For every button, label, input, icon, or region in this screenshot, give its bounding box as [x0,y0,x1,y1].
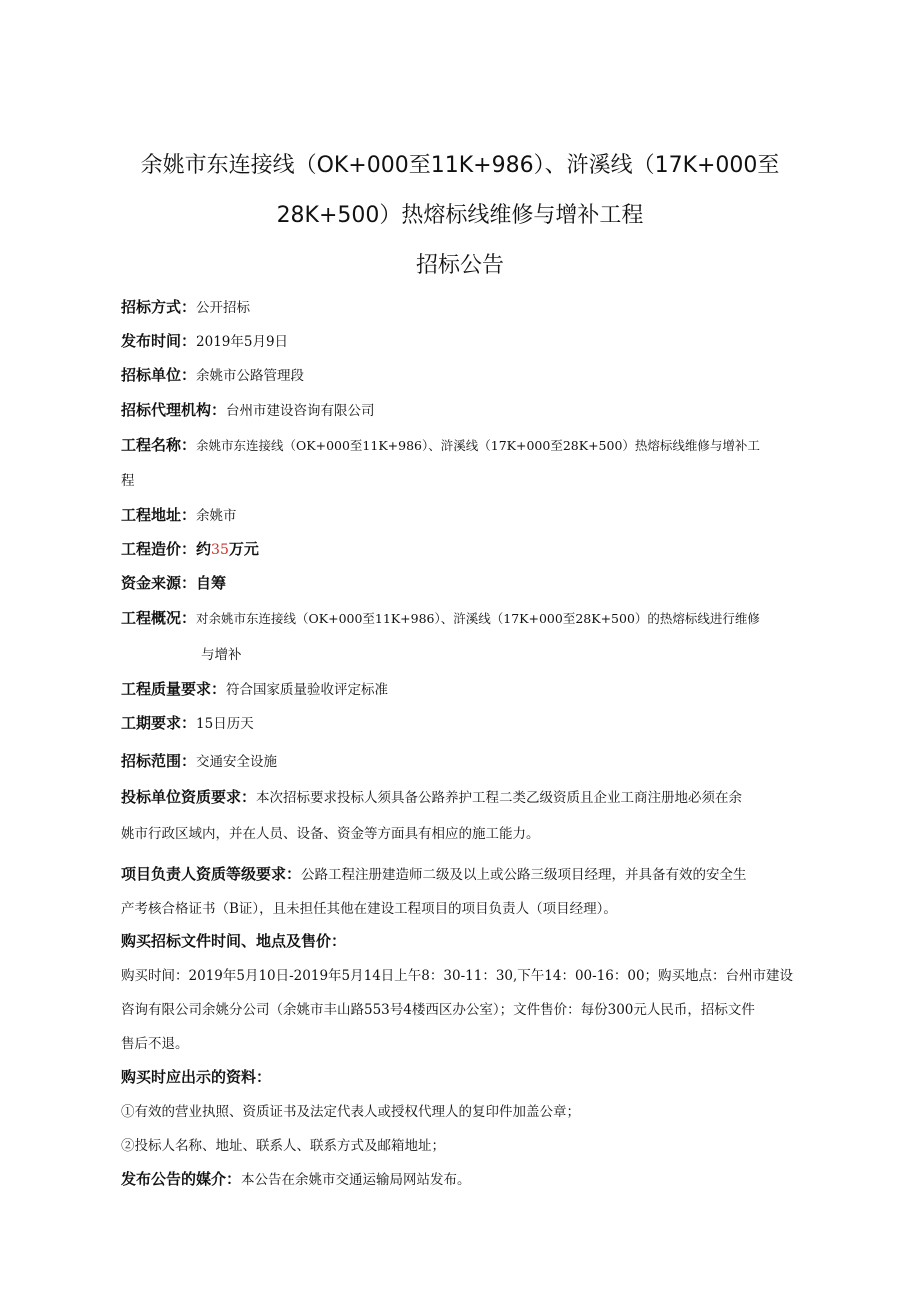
title-line-3: 招标公告 [415,253,504,278]
purchase-line-3: 售后不退。 [121,1036,189,1052]
field-label: 购买时应出示的资料： [121,1068,272,1086]
field-overview [121,607,841,628]
field-label: 工期要求： [121,714,197,732]
title-line-1: 余姚市东连接线（OK+000至11K+986）、浒溪线（17K+000至 [140,153,780,178]
field-address [121,504,841,525]
field-period [121,712,841,733]
field-value: 余姚市 [196,508,237,524]
field-cost [121,538,841,559]
field-value: 公开招标 [196,300,251,316]
field-value: 交通安全设施 [196,754,278,770]
field-value: 15日历天 [196,716,254,732]
field-value: 本公告在余姚市交通运输局网站发布。 [241,1172,471,1188]
field-label: 资金来源： [121,574,197,592]
field-label: 招标方式： [121,298,197,316]
field-value: 自筹 [196,574,227,592]
field-quality [121,678,841,699]
purchase-heading [121,930,841,951]
field-value: 台州市建设咨询有限公司 [226,403,375,419]
purchase-line-1: 购买时间：2019年5月10日-2019年5月14日上午8：30-11：30,下午14：00-16：00；购买地点：台州市建设 [121,968,794,984]
field-value: 余姚市东连接线（OK+000至11K+986）、浒溪线（17K+000至28K+500）热熔标线维修与增补工 [196,438,760,453]
field-project-name [121,434,841,455]
field-label: 购买招标文件时间、地点及售价： [121,932,347,950]
cost-prefix: 约 [196,540,212,558]
field-label: 工程概况： [121,609,197,627]
field-overview-cont: 与增补 [201,647,242,663]
field-label: 工程名称： [121,436,197,454]
field-value: 2019年5月9日 [196,334,289,350]
field-method [121,296,841,317]
field-value: 符合国家质量验收评定标准 [226,682,389,698]
field-label: 招标单位： [121,366,197,384]
field-label: 发布公告的媒介： [121,1170,242,1188]
field-project-name-cont: 程 [121,473,135,489]
docs-item-2: ②投标人名称、地址、联系人、联系方式及邮箱地址； [121,1138,445,1154]
field-label: 工程质量要求： [121,680,227,698]
field-unit [121,364,841,385]
field-value: 余姚市公路管理段 [196,368,305,384]
field-fund [121,572,841,593]
cost-suffix: 万元 [228,540,259,558]
field-value: 对余姚市东连接线（OK+000至11K+986）、浒溪线（17K+000至28K+500）的热熔标线进行维修 [196,611,760,626]
field-label: 投标单位资质要求： [121,788,257,806]
field-label: 招标范围： [121,752,197,770]
field-scope [121,750,841,771]
field-bidder-qualification-cont: 姚市行政区域内，并在人员、设备、资金等方面具有相应的施工能力。 [121,826,540,842]
field-agency [121,399,841,420]
field-pm-qualification-cont: 产考核合格证书（B证），且未担任其他在建设工程项目的项目负责人（项目经理）。 [121,901,617,917]
field-label: 工程造价： [121,540,197,558]
field-label: 发布时间： [121,332,197,350]
field-label: 项目负责人资质等级要求： [121,865,302,883]
docs-heading [121,1066,841,1087]
field-bidder-qualification [121,786,841,807]
cost-number: 35 [211,542,229,558]
field-date [121,330,841,351]
field-label: 招标代理机构： [121,401,227,419]
field-label: 工程地址： [121,506,197,524]
field-pm-qualification [121,863,841,884]
purchase-line-2: 咨询有限公司余姚分公司（余姚市丰山路553号4楼西区办公室）；文件售价：每份300元人民币，招标文件 [121,1002,755,1018]
field-value: 本次招标要求投标人须具备公路养护工程二类乙级资质且企业工商注册地必须在余 [256,790,743,806]
field-media [121,1168,841,1189]
field-value: 公路工程注册建造师二级及以上或公路三级项目经理，并具备有效的安全生 [301,867,747,883]
docs-item-1: ①有效的营业执照、资质证书及法定代表人或授权代理人的复印件加盖公章； [121,1104,580,1120]
title-line-2: 28K+500）热熔标线维修与增补工程 [276,203,644,228]
